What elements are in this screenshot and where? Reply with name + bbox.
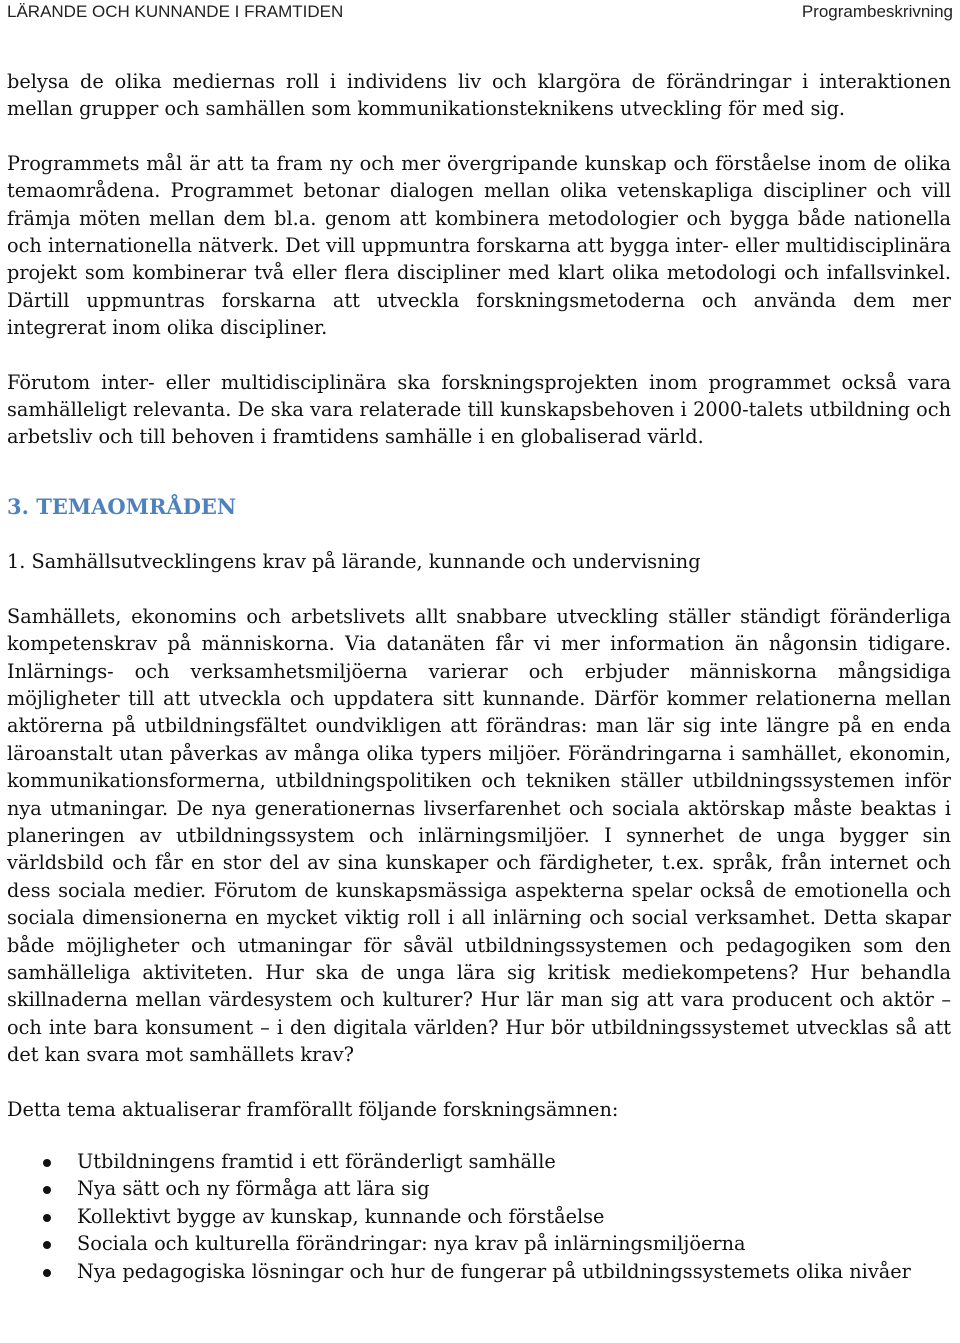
list-item: Nya sätt och ny förmåga att lära sig bbox=[7, 1175, 951, 1202]
bullet-icon bbox=[43, 1159, 51, 1167]
paragraph-program-goals: Programmets mål är att ta fram ny och mer övergripande kunskap och förståelse inom de olika temaområdena. Programmet betonar dialogen mellan olika vetenskapliga discipliner och vill främja möten mellan dem bl.a. genom att kombinera metodologier och bygga både nationella och internationella nätverk. Det vill uppmuntra forskarna att bygga inter- eller multidisciplinära projekt som kombinerar två eller flera discipliner med klart olika metodologi och infallsvinkel. Därtill uppmuntras forskarna att utveckla forskningsmetoderna och använda dem mer integrerat inom olika discipliner. bbox=[7, 151, 951, 340]
bullet-icon bbox=[43, 1186, 51, 1194]
theme-subheading: 1. Samhällsutvecklingens krav på lärande, kunnande och undervisning bbox=[7, 550, 701, 574]
document-body bbox=[7, 68, 951, 1285]
research-topics-intro: Detta tema aktualiserar framförallt följande forskningsämnen: bbox=[7, 1097, 619, 1121]
list-item: Kollektivt bygge av kunskap, kunnande och förståelse bbox=[7, 1203, 951, 1230]
list-item: Nya pedagogiska lösningar och hur de fungerar på utbildningssystemets olika nivåer bbox=[7, 1258, 951, 1285]
research-topics-list bbox=[7, 1148, 951, 1285]
paragraph-intro-continuation: belysa de olika mediernas roll i individens liv och klargöra de förändringar i interaktionen mellan grupper och samhällen som kommunikationsteknikens utveckling för med sig. bbox=[7, 70, 951, 121]
bullet-icon bbox=[43, 1241, 51, 1249]
list-item: Sociala och kulturella förändringar: nya krav på inlärningsmiljöerna bbox=[7, 1230, 951, 1257]
section-heading: 3. TEMAOMRÅDEN bbox=[7, 493, 237, 519]
header-document-type: Programbeskrivning bbox=[801, 2, 953, 21]
page-header bbox=[7, 0, 953, 26]
bullet-icon bbox=[43, 1269, 51, 1277]
list-item: Utbildningens framtid i ett föränderligt samhälle bbox=[7, 1148, 951, 1175]
paragraph-relevance: Förutom inter- eller multidisciplinära ska forskningsprojekten inom programmet också vara samhälleligt relevanta. De ska vara relaterade till kunskapsbehoven i 2000-talets utbildning och arbetsliv och till behoven i framtidens samhälle i en globaliserad värld. bbox=[7, 370, 951, 449]
header-title: LÄRANDE OCH KUNNANDE I FRAMTIDEN bbox=[7, 2, 344, 21]
theme-body-paragraph: Samhällets, ekonomins och arbetslivets allt snabbare utveckling ställer ständigt föränderliga kompetenskrav på människorna. Via datanäten får vi mer information än någonsin tidigare. Inlärnings- och verksamhetsmiljöerna varierar och erbjuder människorna mångsidiga möjligheter till att utveckla och uppdatera sitt kunnande. Därför kommer relationerna mellan aktörerna på utbildningsfältet oundvikligen att förändras: man lär sig inte längre på en enda läroanstalt utan påverkas av många olika typers miljöer. Förändringarna i samhället, ekonomin, kommunikationsformerna, utbildningspolitiken och tekniken ställer utbildningssystemen inför nya utmaningar. De nya generationernas livserfarenhet och sociala aktörskap måste beaktas i planeringen av utbildningssystem och inlärningsmiljöer. I synnerhet de unga bygger sin världsbild och får en stor del av sina kunskaper och färdigheter, t.ex. språk, från internet och dess sociala medier. Förutom de kunskapsmässiga aspekterna spelar också de emotionella och sociala dimensionerna en mycket viktig roll i all inlärning och social verksamhet. Detta skapar både möjligheter och utmaningar för såväl utbildningssystemen och pedagogiken som den samhälleliga aktiviteten. Hur ska de unga lära sig kritisk mediekompetens? Hur behandla skillnaderna mellan värdesystem och kulturer? Hur lär man sig att vara producent och aktör – och inte bara konsument – i den digitala världen? Hur bör utbildningssystemet utvecklas så att det kan svara mot samhällets krav? bbox=[7, 604, 951, 1067]
bullet-icon bbox=[43, 1214, 51, 1222]
